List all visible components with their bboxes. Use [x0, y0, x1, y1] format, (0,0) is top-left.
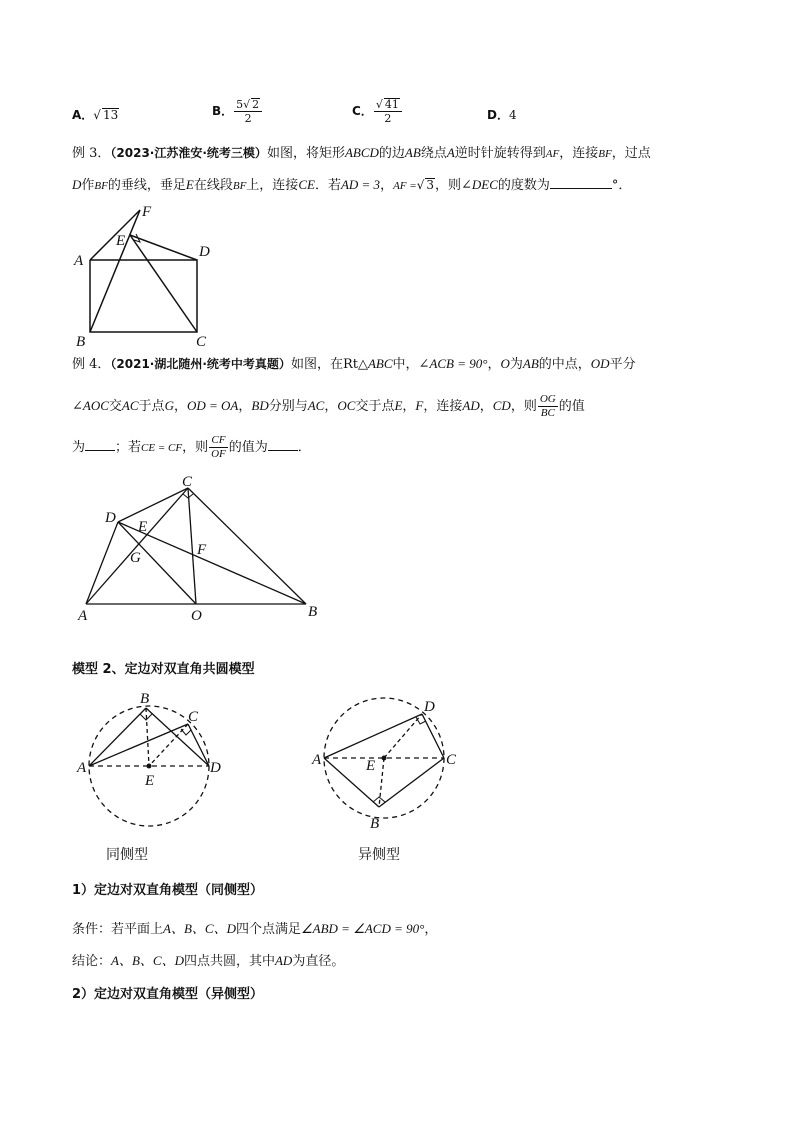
example4-point: F — [415, 398, 424, 413]
option-b-letter: B． — [212, 104, 234, 118]
rectangle-abcd — [90, 260, 197, 332]
option-d-value: 4 — [508, 108, 517, 122]
example4-rt: Rt — [342, 357, 358, 372]
option-a-radicand: 13 — [102, 108, 119, 122]
example4-ac: AC — [121, 398, 139, 413]
label-d: D — [105, 510, 116, 526]
example3-text: ．若 — [314, 178, 341, 193]
example4-text: ， — [479, 399, 493, 414]
example3-ad-eq: AD = 3 — [340, 177, 381, 192]
label-b: B — [370, 816, 380, 832]
model2-title: 模型 2、定边对双直角共圆模型 — [72, 662, 255, 677]
label-d: D — [424, 699, 435, 715]
segment-cd — [118, 488, 188, 522]
fraction-numerator: CF — [209, 434, 228, 448]
example4-text: ， — [324, 399, 338, 414]
example3-rect: ABCD — [344, 145, 379, 160]
example4-point: O — [500, 356, 510, 371]
example3-text: ，则∠ — [435, 178, 472, 193]
label-b: B — [140, 691, 150, 707]
label-b: B — [76, 334, 86, 350]
example3-text: 绕点 — [420, 146, 447, 161]
label-a: A — [312, 752, 322, 768]
example3-point: D — [72, 177, 82, 192]
example3-label: 例 3． — [72, 146, 111, 161]
label-a: A — [77, 760, 87, 776]
segment-ed — [384, 714, 422, 758]
segment-bc — [379, 758, 444, 807]
example3-bf: BF — [94, 180, 108, 192]
label-e: E — [366, 758, 376, 774]
conclusion-points: A、B、C、D — [111, 953, 184, 968]
example4-line3 — [72, 434, 311, 461]
condition-label: 条件： — [72, 922, 112, 937]
example4-od: OD — [590, 356, 610, 371]
label-b: B — [308, 604, 318, 620]
example4-text: ，连接 — [423, 399, 463, 414]
conclusion-line — [72, 950, 344, 969]
option-b — [212, 98, 263, 125]
example3-text: ， — [380, 178, 394, 193]
segment-de — [130, 235, 197, 260]
segment-dc — [422, 714, 444, 758]
example4-answer-blank-2[interactable] — [268, 438, 298, 451]
segment-bf — [90, 210, 140, 332]
example4-fraction-cf-of — [209, 434, 228, 461]
label-c: C — [196, 334, 207, 350]
example3-text: 的边 — [378, 146, 405, 161]
option-b-denominator: 2 — [244, 112, 252, 125]
example3-answer-blank[interactable] — [550, 176, 612, 189]
example4-text: ；若 — [115, 440, 142, 455]
example4-text: 的值为 — [228, 440, 268, 455]
example4-point: G — [164, 398, 174, 413]
segment-ac — [89, 724, 188, 766]
example4-text: ，则 — [182, 440, 209, 455]
example4-ad: AD — [462, 398, 480, 413]
label-f: F — [142, 204, 152, 220]
label-f: F — [197, 542, 207, 558]
example3-side: AB — [404, 145, 421, 160]
segment-bd — [146, 708, 209, 766]
segment-oc — [188, 488, 196, 604]
example3-text: ，连接 — [559, 146, 599, 161]
segment-ce — [130, 235, 197, 332]
example4-source: （2021·湖北随州·统考中考真题） — [110, 357, 291, 371]
option-d-letter: D． — [487, 108, 509, 122]
option-c — [352, 98, 403, 125]
example3-text: 上，连接 — [246, 178, 299, 193]
center-point-e — [147, 764, 152, 769]
label-d: D — [210, 760, 221, 776]
example4-text: 如图，在 — [290, 357, 343, 372]
example3-text: 的垂线，垂足 — [107, 178, 186, 193]
example3-figure — [70, 198, 220, 350]
option-b-fraction: $\frac{5√ 2}{2}$ — [234, 98, 262, 125]
label-o: O — [191, 608, 202, 624]
example4-ac: AC — [307, 398, 325, 413]
example3-text: 作 — [81, 178, 95, 193]
example4-od-oa: OD = OA — [186, 398, 239, 413]
condition-text: 四个点满足 — [235, 922, 301, 937]
fraction-numerator: OG — [539, 393, 556, 405]
caption-opposite-side: 异侧型 — [358, 847, 400, 863]
example4-angle: ∠ACB = 90° — [418, 356, 488, 371]
label-c: C — [446, 752, 457, 768]
example3-point: E — [185, 177, 194, 192]
segment-ad — [324, 714, 422, 758]
option-c-denominator: 2 — [384, 112, 392, 125]
conclusion-text: 为直径。 — [292, 954, 345, 969]
example4-text: ， — [487, 357, 501, 372]
example4-label: 例 4． — [72, 357, 111, 372]
condition-text: 若平面上 — [111, 922, 164, 937]
example3-text: 如图，将矩形 — [266, 146, 345, 161]
option-d — [487, 106, 517, 124]
center-point-e — [382, 756, 387, 761]
example3-dec: DEC — [471, 177, 498, 192]
example4-text: 为 — [72, 440, 86, 455]
fraction-denominator: BC — [540, 407, 555, 419]
example3-af: AF — [545, 148, 560, 160]
model2-subtitle-1: 1）定边对双直角模型（同侧型） — [72, 883, 264, 898]
example4-triangle: △ABC — [357, 356, 393, 371]
model2-subtitle-2: 2）定边对双直角模型（异侧型） — [72, 987, 264, 1002]
option-b-coef: 5 — [236, 98, 244, 111]
condition-equation: ∠ABD = ∠ACD = 90° — [301, 921, 425, 936]
conclusion-ad: AD — [274, 953, 293, 968]
example4-text: ，则 — [510, 399, 537, 414]
example3-ce: CE — [298, 177, 315, 192]
label-a: A — [74, 253, 84, 269]
label-a: A — [78, 608, 88, 624]
example4-text: 交 — [108, 399, 122, 414]
example3-bf: BF — [232, 180, 247, 192]
example4-text: ． — [297, 440, 311, 455]
example3-text: 的度数为 — [497, 178, 550, 193]
condition-points: A、B、C、D — [163, 921, 236, 936]
label-d: D — [199, 244, 210, 260]
example3-point: A — [446, 145, 455, 160]
option-c-radicand: 41 — [384, 98, 399, 111]
fraction-denominator: OF — [211, 448, 226, 460]
example4-ce-cf: CE = CF — [141, 442, 183, 454]
example4-fraction-og-bc — [538, 393, 558, 420]
example3-text: °． — [611, 178, 632, 193]
example4-oc: OC — [337, 398, 356, 413]
example3-bf: BF — [598, 148, 612, 160]
segment-ab — [89, 708, 146, 766]
example3-sqrt: √ 3 — [416, 178, 434, 192]
label-e: E — [116, 233, 126, 249]
example4-ab: AB — [522, 356, 539, 371]
example4-aoc: ∠AOC — [72, 398, 109, 413]
example4-text: 于点 — [138, 399, 165, 414]
condition-text: ， — [424, 922, 438, 937]
example4-figure — [70, 474, 330, 624]
conclusion-label: 结论： — [72, 954, 112, 969]
segment-af — [90, 210, 140, 260]
option-a — [72, 106, 119, 124]
example3-text: 在线段 — [193, 178, 233, 193]
example3-text: 逆时针旋转得到 — [454, 146, 546, 161]
segment-be — [146, 708, 149, 766]
example4-line2 — [72, 393, 585, 420]
example4-text: 的中点， — [538, 357, 591, 372]
caption-same-side: 同侧型 — [106, 847, 148, 863]
label-c: C — [188, 709, 199, 725]
example4-text: 为 — [509, 357, 523, 372]
example4-bd: BD — [251, 398, 269, 413]
label-g: G — [130, 550, 141, 566]
example4-text: ， — [173, 399, 187, 414]
option-b-radicand: 2 — [252, 98, 260, 111]
example4-text: 的值 — [558, 399, 585, 414]
example3-line2 — [72, 176, 631, 195]
example3-radicand: 3 — [426, 178, 434, 192]
model2-figure-opposite-side — [312, 694, 472, 834]
example4-text: ， — [238, 399, 252, 414]
example3-text: ，过点 — [611, 146, 651, 161]
condition-line — [72, 918, 437, 937]
option-a-letter: A． — [72, 108, 94, 122]
example4-text: 分别与 — [268, 399, 308, 414]
example3-line1 — [72, 144, 651, 163]
segment-ad — [86, 522, 118, 604]
example4-text: ， — [402, 399, 416, 414]
conclusion-text: 四点共圆，其中 — [183, 954, 275, 969]
option-c-letter: C． — [352, 104, 373, 118]
label-c: C — [182, 474, 193, 490]
option-c-fraction: $\frac{√ 41}{2}$ — [374, 98, 402, 125]
example4-point: E — [394, 398, 403, 413]
label-e: E — [145, 773, 155, 789]
label-e: E — [138, 519, 148, 535]
example4-text: 平分 — [609, 357, 636, 372]
option-a-value: √ 13 — [93, 108, 119, 122]
example4-text: 中， — [392, 357, 419, 372]
example4-text: 交于点 — [355, 399, 395, 414]
example4-answer-blank-1[interactable] — [85, 438, 115, 451]
example3-af-eq: AF = — [393, 180, 417, 192]
example4-cd: CD — [492, 398, 511, 413]
example4-line1 — [72, 355, 636, 374]
model2-figure-same-side — [74, 686, 234, 831]
example3-source: （2023·江苏淮安·统考三模） — [110, 146, 267, 160]
